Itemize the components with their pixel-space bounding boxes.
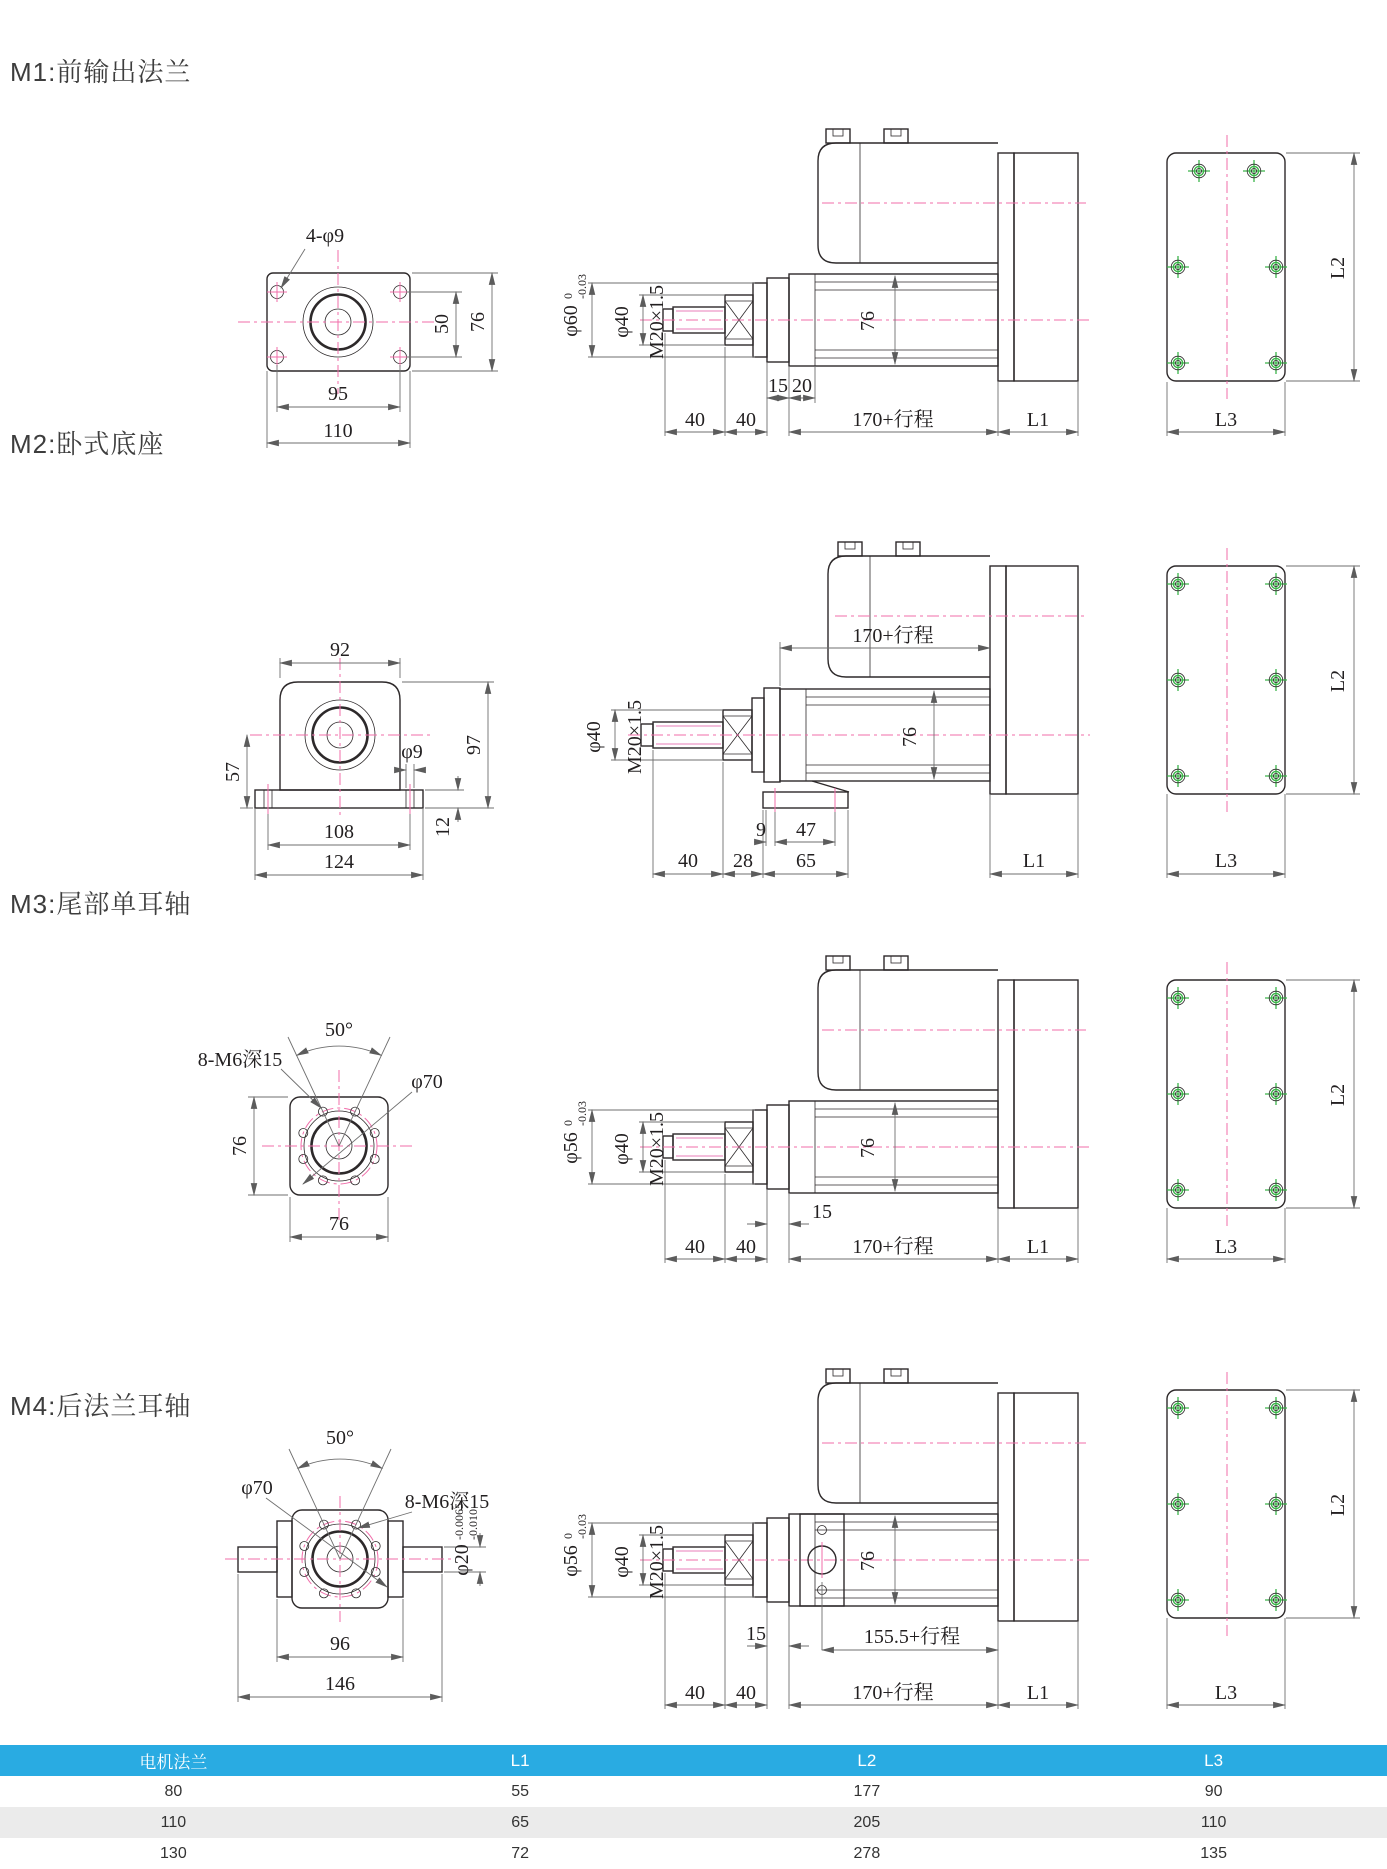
bolt-icon <box>1188 160 1210 182</box>
m2-dim-stroke: 170+行程 <box>852 625 934 647</box>
m1-back-view <box>1167 135 1360 436</box>
m2-dim-l3: L3 <box>1214 850 1238 872</box>
bolt-icon <box>1265 352 1287 374</box>
svg-text:φ20: φ20 <box>451 1544 473 1576</box>
m4-side-view <box>560 1369 1090 1709</box>
bolt-icon <box>1167 1397 1189 1419</box>
m3-dim-76b: 76 <box>329 1213 349 1235</box>
svg-text:0: 0 <box>561 1120 575 1126</box>
m4-label-bolts: 8-M6深15 <box>404 1491 490 1513</box>
m4-front-view <box>225 1427 489 1702</box>
m1-dim-76: 76 <box>467 312 489 332</box>
m1-dim-l3: L3 <box>1214 409 1238 431</box>
m4-dim-stroke: 170+行程 <box>852 1682 934 1704</box>
m1-dim-l1: L1 <box>1026 409 1050 431</box>
svg-text:-0.010: -0.010 <box>466 1509 480 1540</box>
m2-dim-28: 28 <box>733 850 753 872</box>
m4-dim-146: 146 <box>325 1673 355 1695</box>
m2-dim-l2: L2 <box>1327 669 1349 693</box>
section-title-m3: M3:尾部单耳轴 <box>10 889 192 919</box>
m2-dim-body76: 76 <box>899 727 921 747</box>
bolt-icon <box>1265 1493 1287 1515</box>
m4-dim-angle: 50° <box>326 1427 354 1449</box>
table-cell: 110 <box>1200 1813 1227 1831</box>
svg-text:0: 0 <box>561 1533 575 1539</box>
col-header-l3: L3 <box>1204 1750 1224 1770</box>
m3-dim-76l: 76 <box>229 1136 251 1156</box>
col-header-l1: L1 <box>510 1750 530 1770</box>
m4-back-view <box>1167 1372 1360 1709</box>
m4-dim-rod-dia: φ40 <box>611 1546 633 1578</box>
bolt-icon <box>1167 256 1189 278</box>
col-header-motor-flange: 电机法兰 <box>139 1753 208 1772</box>
bolt-icon <box>1265 669 1287 691</box>
svg-text:-0.03: -0.03 <box>575 1101 589 1126</box>
m3-front-dims <box>248 1097 388 1242</box>
m1-dim-l2: L2 <box>1327 256 1349 280</box>
m1-dim-flange-dia <box>560 274 589 337</box>
m2-dim-57: 57 <box>222 762 244 782</box>
table-cell: 72 <box>511 1844 530 1862</box>
m1-front-view <box>238 225 498 448</box>
bolt-icon <box>1167 1179 1189 1201</box>
m3-dim-stroke: 170+行程 <box>852 1236 934 1258</box>
m1-dim-50: 50 <box>431 314 453 334</box>
table-row <box>0 1807 1387 1838</box>
table-cell: 90 <box>1204 1782 1223 1800</box>
bolt-icon <box>1167 669 1189 691</box>
m2-dim-12: 12 <box>432 817 454 837</box>
m3-dim-l3: L3 <box>1214 1236 1238 1258</box>
m1-dim-body76: 76 <box>857 311 879 331</box>
m4-dim-96: 96 <box>330 1633 350 1655</box>
m3-label-bolts: 8-M6深15 <box>197 1049 283 1071</box>
m4-dim-body76: 76 <box>857 1551 879 1571</box>
m2-dim-hole: φ9 <box>401 741 423 763</box>
m1-dim-15: 15 <box>768 375 788 397</box>
m1-dim-40a: 40 <box>685 409 705 431</box>
m2-dim-97: 97 <box>463 735 485 755</box>
bolt-icon <box>1167 987 1189 1009</box>
svg-text:-0.0065: -0.0065 <box>452 1503 466 1540</box>
m2-back-view <box>1167 548 1360 878</box>
m4-dim-15: 15 <box>746 1623 766 1645</box>
m3-label-bc: φ70 <box>411 1071 443 1093</box>
section-title-m1: M1:前输出法兰 <box>10 57 192 87</box>
m3-dim-thread: M20×1.5 <box>646 1111 668 1187</box>
table-cell: 177 <box>853 1782 881 1800</box>
bolt-icon <box>1265 573 1287 595</box>
svg-text:-0.03: -0.03 <box>575 274 589 299</box>
bolt-icon <box>1167 1589 1189 1611</box>
m3-dim-flange-dia <box>560 1101 589 1164</box>
m2-front-dims <box>240 658 494 880</box>
table-cell: 80 <box>164 1782 183 1800</box>
section-title-m2: M2:卧式底座 <box>10 429 165 459</box>
table-row <box>0 1776 1387 1807</box>
m4-dim-stroke2: 155.5+行程 <box>863 1626 961 1648</box>
spec-table-header <box>0 1745 1387 1776</box>
m3-dim-angle: 50° <box>325 1019 353 1041</box>
m3-dim-rod-dia: φ40 <box>611 1133 633 1165</box>
m4-dim-l1: L1 <box>1026 1682 1050 1704</box>
m1-dim-20: 20 <box>792 375 812 397</box>
m1-dim-stroke: 170+行程 <box>852 409 934 431</box>
m1-dim-thread: M20×1.5 <box>646 284 668 360</box>
svg-text:-0.03: -0.03 <box>575 1514 589 1539</box>
m2-dim-40: 40 <box>678 850 698 872</box>
table-cell: 278 <box>853 1844 881 1862</box>
table-cell: 135 <box>1200 1844 1227 1862</box>
m4-dim-40a: 40 <box>685 1682 705 1704</box>
m1-dim-rod-dia: φ40 <box>611 306 633 338</box>
m3-dim-40a: 40 <box>685 1236 705 1258</box>
svg-text:0: 0 <box>561 293 575 299</box>
bolt-icon <box>1265 1179 1287 1201</box>
bolt-icon <box>1265 765 1287 787</box>
m1-dim-95: 95 <box>328 383 348 405</box>
m4-dim-l3: L3 <box>1214 1682 1238 1704</box>
m2-dim-124: 124 <box>324 851 354 873</box>
m4-front-dims <box>238 1533 486 1702</box>
m3-dim-body76: 76 <box>857 1138 879 1158</box>
m2-side-view <box>583 542 1090 878</box>
table-cell: 205 <box>853 1813 881 1831</box>
spec-table <box>0 1745 1387 1869</box>
bolt-icon <box>1265 1397 1287 1419</box>
bolt-icon <box>1167 1493 1189 1515</box>
m2-dim-65: 65 <box>796 850 816 872</box>
m2-dim-108: 108 <box>324 821 354 843</box>
m1-label-holes: 4-φ9 <box>305 225 345 247</box>
m4-dim-l2: L2 <box>1327 1493 1349 1517</box>
m3-back-view <box>1167 962 1360 1263</box>
m2-dim-thread: M20×1.5 <box>624 699 646 775</box>
table-cell: 65 <box>511 1813 530 1831</box>
bolt-icon <box>1265 256 1287 278</box>
svg-text:φ56: φ56 <box>560 1132 582 1164</box>
m1-dim-110: 110 <box>323 420 353 442</box>
col-header-l2: L2 <box>857 1750 877 1770</box>
m1-side-view <box>560 129 1090 436</box>
m3-front-view <box>198 1019 443 1242</box>
m1-dim-40b: 40 <box>736 409 756 431</box>
m4-dim-thread: M20×1.5 <box>646 1524 668 1600</box>
bolt-icon <box>1167 352 1189 374</box>
m2-dim-92: 92 <box>330 639 350 661</box>
m2-front-view <box>222 639 494 880</box>
bolt-icon <box>1167 765 1189 787</box>
m2-dim-47: 47 <box>796 819 816 841</box>
m4-dim-40b: 40 <box>736 1682 756 1704</box>
m2-dim-l1: L1 <box>1022 850 1046 872</box>
bolt-icon <box>1167 1083 1189 1105</box>
m3-dim-l2: L2 <box>1327 1083 1349 1107</box>
bolt-icon <box>1265 1589 1287 1611</box>
m3-dim-l1: L1 <box>1026 1236 1050 1258</box>
m1-front-dims <box>267 273 498 448</box>
bolt-icon <box>1265 1083 1287 1105</box>
table-row <box>0 1838 1387 1869</box>
table-cell: 55 <box>511 1782 530 1800</box>
bolt-icon <box>1243 160 1265 182</box>
m3-dim-40b: 40 <box>736 1236 756 1258</box>
svg-text:φ60: φ60 <box>560 305 582 337</box>
m3-side-view <box>560 956 1090 1263</box>
svg-text:φ56: φ56 <box>560 1545 582 1577</box>
table-cell: 110 <box>160 1813 187 1831</box>
m3-dim-15: 15 <box>812 1201 832 1223</box>
m2-dim-9: 9 <box>756 819 766 841</box>
section-title-m4: M4:后法兰耳轴 <box>10 1391 192 1421</box>
m4-dim-flange-dia <box>560 1514 589 1577</box>
m2-dim-rod-dia: φ40 <box>583 721 605 753</box>
table-cell: 130 <box>160 1844 187 1862</box>
m4-label-bc: φ70 <box>241 1477 273 1499</box>
bolt-icon <box>1265 987 1287 1009</box>
m4-dim-pin-dia <box>451 1503 480 1576</box>
bolt-icon <box>1167 573 1189 595</box>
